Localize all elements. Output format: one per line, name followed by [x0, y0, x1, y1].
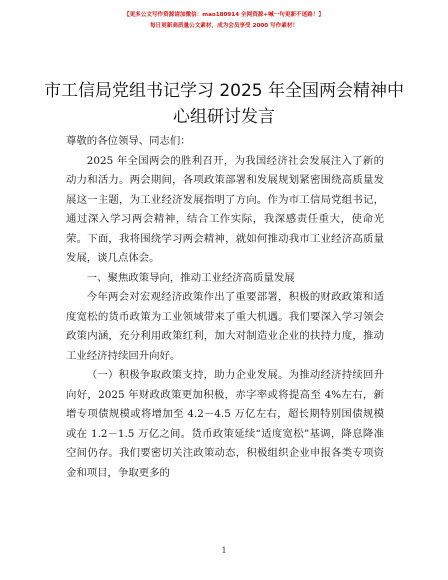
- page-number: 1: [221, 546, 227, 555]
- salutation: 尊敬的各位领导、同志们：: [66, 135, 191, 147]
- document-body: [66, 132, 384, 483]
- paragraph-intro: 2025 年全国两会的胜利召开，为我国经济社会发展注入了新的动力和活力。两会期间，各项政策部署和发展规划紧密围绕高质量发展这一主题，为工业经济发展指明了方向。作为市工信局党组书记，通过深入学习两会精神，结合工作实际，我深感责任重大，使命光荣。下面，我将围绕学习两会精神，就如何推动我市工业经济高质量发展，谈几点体会。: [66, 154, 384, 264]
- paragraph-subsection-1: （一）积极争取政策支持，助力企业发展。为推动经济持续回升向好，2025 年财政政策更加积极，赤字率或将提高至 4%左右，新增专项债规模或将增加至 4.2－4.5 万亿左右，超长期特别国债规模或在 1.2－1.5 万亿之间。货币政策延续“适度宽松”基调，降息降准空间仍存。我们要密切关注政策动态，积极组织企业申报各类专项资金和项目，争取更多的: [66, 369, 384, 479]
- document-title: [40, 78, 408, 130]
- paragraph-section-1: 今年两会对宏观经济政策作出了重要部署，积极的财政政策和适度宽松的货币政策为工业领域带来了重大机遇。我们要深入学习领会政策内涵，充分利用政策红利，加大对制造业企业的扶持力度，推动工业经济持续回升向好。: [66, 291, 384, 362]
- document-title-line-1: 市工信局党组书记学习 2025 年全国两会精神中: [43, 81, 405, 101]
- promo-banner: [0, 10, 448, 32]
- document-title-line-2: 心组研讨发言: [173, 107, 275, 127]
- promo-banner-line-2: 每日更新高质量公文素材，成为会员享受 2000 写作素材！: [149, 23, 299, 29]
- promo-banner-line-1: 【更多公文写作资源请加微信：mao180914 全网资源+喊一句更新不迷路！】: [123, 12, 325, 18]
- section-heading-1: 一、聚焦政策导向，推动工业经济高质量发展: [86, 271, 295, 284]
